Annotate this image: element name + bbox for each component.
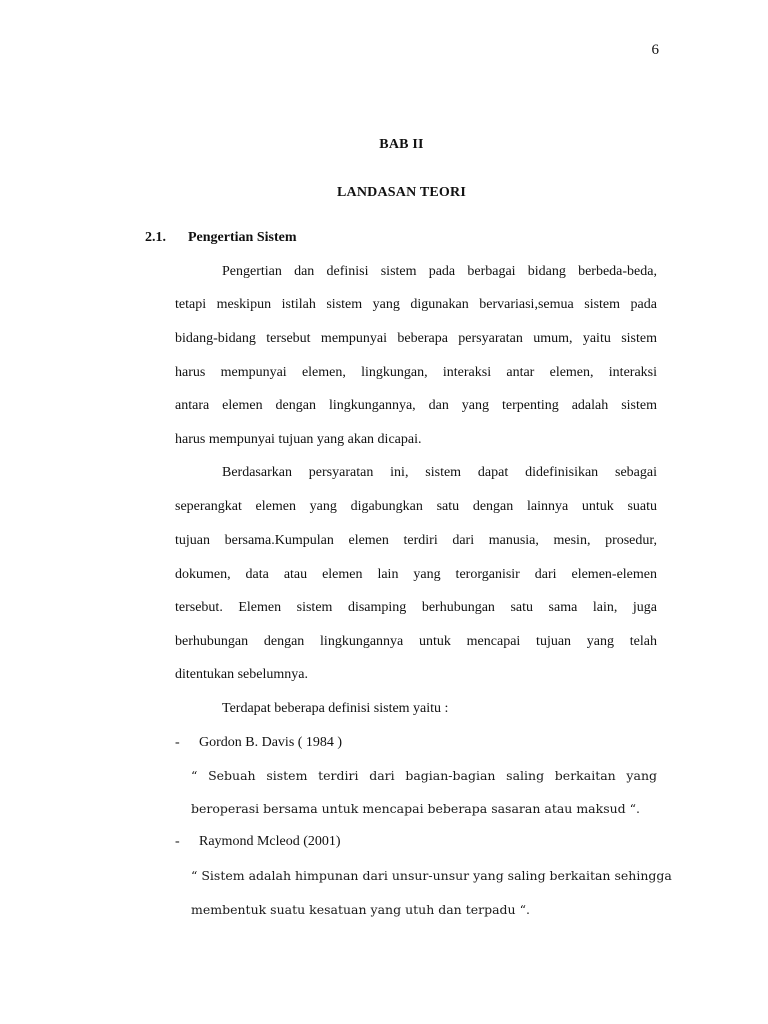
paragraph-1-line: harus mempunyai tujuan yang akan dicapai.	[175, 432, 422, 447]
paragraph-2-line: ditentukan sebelumnya.	[175, 667, 308, 682]
paragraph-1-line: harus mempunyai elemen, lingkungan, interaksi antar elemen, interaksi	[175, 365, 657, 380]
paragraph-2-line: tersebut. Elemen sistem disamping berhubungan satu sama lain, juga	[175, 600, 657, 615]
chapter-heading: BAB II	[379, 137, 424, 152]
dash-bullet: -	[175, 834, 180, 849]
section-heading	[145, 230, 296, 246]
page-number: 6	[651, 42, 659, 58]
paragraph-2-line: tujuan bersama.Kumpulan elemen terdiri dari manusia, mesin, prosedur,	[175, 533, 657, 548]
dash-bullet: -	[175, 735, 180, 750]
paragraph-1-line: tetapi meskipun istilah sistem yang digunakan bervariasi,semua sistem pada	[175, 297, 657, 312]
paragraph-2-line: seperangkat elemen yang digabungkan satu dengan lainnya untuk suatu	[175, 499, 657, 514]
definition-quote-line: membentuk suatu kesatuan yang utuh dan terpadu “.	[191, 902, 530, 917]
definition-item	[175, 733, 342, 753]
definition-quote-line: “ Sebuah sistem terdiri dari bagian-bagian saling berkaitan yang	[191, 768, 657, 783]
paragraph-1-line: Pengertian dan definisi sistem pada berbagai bidang berbeda-beda,	[222, 264, 657, 279]
paragraph-2-line: dokumen, data atau elemen lain yang terorganisir dari elemen-elemen	[175, 567, 657, 582]
section-title: Pengertian Sistem	[188, 230, 297, 245]
definition-author: Raymond Mcleod (2001)	[199, 834, 341, 849]
paragraph-1-line: antara elemen dengan lingkungannya, dan yang terpenting adalah sistem	[175, 398, 657, 413]
paragraph-1-line: bidang-bidang tersebut mempunyai beberapa persyaratan umum, yaitu sistem	[175, 331, 657, 346]
definition-quote-line: “ Sistem adalah himpunan dari unsur-unsur yang saling berkaitan sehingga	[191, 868, 672, 883]
chapter-title: LANDASAN TEORI	[337, 185, 466, 200]
section-number: 2.1.	[145, 230, 166, 245]
paragraph-2-line: Berdasarkan persyaratan ini, sistem dapat didefinisikan sebagai	[222, 465, 657, 480]
paragraph-3: Terdapat beberapa definisi sistem yaitu :	[222, 701, 449, 716]
paragraph-2-line: berhubungan dengan lingkungannya untuk mencapai tujuan yang telah	[175, 634, 657, 649]
definition-quote-line: beroperasi bersama untuk mencapai beberapa sasaran atau maksud “.	[191, 801, 641, 816]
definition-author: Gordon B. Davis ( 1984 )	[199, 735, 343, 750]
definition-item	[175, 832, 341, 852]
